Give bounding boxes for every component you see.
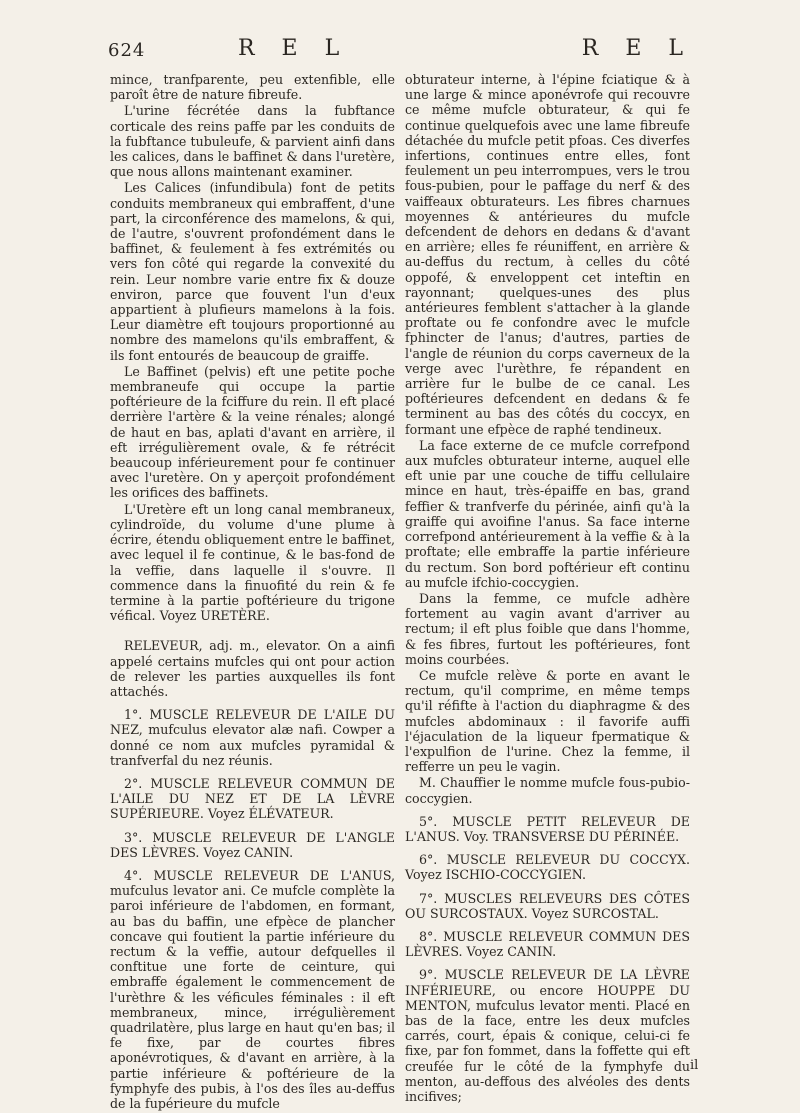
paragraph: La face externe de ce mufcle correfpond aux mufcles obturateur interne, auquel elle eft unie par une couche de tiffu cellulaire mince en haut, très-épaiffe en bas, grand feffier & tranfverfe du périnée, ainfi qu'à la graiffe qui avoifine l'anus. Sa face interne correfpond antérieurement à la veffie & à la proftate; elle embraffe la partie inférieure du rectum. Son bord poftérieur eft continu au mufcle ifchio-coccygien. (405, 437, 690, 590)
running-headword-left: R E L (238, 36, 350, 61)
paragraph: 2°. MUSCLE RELEVEUR COMMUN DE L'AILE DU NEZ ET DE LA LÈVRE SUPÉRIEURE. Voyez ÉLÉVATEUR. (110, 775, 395, 822)
right-column (405, 72, 690, 1105)
page-number: 624 (108, 40, 146, 61)
paragraph: 7°. MUSCLES RELEVEURS DES CÔTES OU SURCOSTAUX. Voyez SURCOSTAL. (405, 890, 690, 921)
paragraph: L'urine fécrétée dans la fubftance corticale des reins paffe par les conduits de la fubftance tubuleufe, & parvient ainfi dans les calices, dans le baffinet & dans l'uretère, que nous allons maintenant examiner. (110, 103, 395, 180)
page-header (108, 30, 693, 66)
paragraph: Les Calices (infundibula) font de petits conduits membraneux qui embraffent, d'une part, la circonférence des mamelons, & qui, de l'autre, s'ouvrent profondément dans le baffinet, & feulement à fes extrémités ou vers fon côté qui regarde la convexité du rein. Leur nombre varie entre fix & douze environ, parce que fouvent l'un d'eux appartient à plufieurs mamelons à la fois. Leur diamètre eft toujours proportionné au nombre des mamelons qu'ils embraffent, & ils font entourés de beaucoup de graiffe. (110, 180, 395, 363)
paragraph: 6°. MUSCLE RELEVEUR DU COCCYX. Voyez ISCHIO-COCCYGIEN. (405, 852, 690, 883)
catchword: il (690, 1058, 699, 1073)
running-headword-right: R E L (581, 36, 693, 61)
paragraph: 1°. MUSCLE RELEVEUR DE L'AILE DU NEZ, mufculus elevator alæ nafi. Cowper a donné ce nom aux mufcles pyramidal & tranfverfal du nez réunis. (110, 707, 395, 768)
paragraph: Le Baffinet (pelvis) eft une petite poche membraneufe qui occupe la partie poftérieure de la fciffure du rein. Il eft placé derrière l'artère & la veine rénales; alongé de haut en bas, aplati d'avant en arrière, il eft irrégulièrement ovale, & fe rétrécit beaucoup inférieurement pour fe continuer avec l'uretère. On y aperçoit profondément les orifices des baffinets. (110, 363, 395, 501)
paragraph: Ce mufcle relève & porte en avant le rectum, qu'il comprime, en même temps qu'il réfifte à l'action du diaphragme & des mufcles abdominaux : il favorife auffi l'éjaculation de la liqueur fpermatique & l'expulfion de l'urine. Chez la femme, il refferre un peu le vagin. (405, 667, 690, 775)
paragraph: L'Uretère eft un long canal membraneux, cylindroïde, du volume d'une plume à écrire, étendu obliquement entre le baffinet, avec lequel il fe continue, & le bas-fond de la veffie, dans laquelle il s'ouvre. Il commence dans la finuofité du rein & fe termine à la partie poftérieure du trigone véfical. Voyez URETÈRE. (110, 501, 395, 624)
paragraph: 5°. MUSCLE PETIT RELEVEUR DE L'ANUS. Voy. TRANSVERSE DU PÉRINÉE. (405, 813, 690, 844)
paragraph: 8°. MUSCLE RELEVEUR COMMUN DES LÈVRES. Voyez CANIN. (405, 928, 690, 960)
paragraph: 3°. MUSCLE RELEVEUR DE L'ANGLE DES LÈVRES. Voyez CANIN. (110, 829, 395, 860)
paragraph: Dans la femme, ce mufcle adhère fortement au vagin avant d'arriver au rectum; il eft plus foible que dans l'homme, & fes fibres, furtout les poftérieures, font moins courbées. (405, 590, 690, 667)
paragraph: mince, tranfparente, peu extenfible, elle paroît être de nature fibreufe. (110, 72, 395, 103)
paragraph: 9°. MUSCLE RELEVEUR DE LA LÈVRE INFÉRIEURE, ou encore HOUPPE DU MENTON, mufculus levator menti. Placé en bas de la face, entre les deux mufcles carrés, court, épais & conique, celui-ci fe fixe, par fon fommet, dans la foffette qui eft creufée fur le côté de la fymphyfe du menton, au-deffous des alvéoles des dents incifives; (405, 967, 690, 1104)
left-column (110, 72, 395, 1112)
paragraph: M. Chauffier le nomme mufcle fous-pubio-coccygien. (405, 775, 690, 806)
paragraph: 4°. MUSCLE RELEVEUR DE L'ANUS, mufculus levator ani. Ce mufcle complète la paroi inférieure de l'abdomen, en formant, au bas du baffin, une efpèce de plancher concave qui foutient la partie inférieure du rectum & la veffie, autour defquelles il conftitue une forte de ceinture, qui embraffe également le commencement de l'urèthre & les véficules féminales : il eft membraneux, mince, irrégulièrement quadrilatère, plus large en haut qu'en bas; il fe fixe, par de courtes fibres aponévrotiques, & d'avant en arrière, à la partie inférieure & poftérieure de la fymphyfe des pubis, à l'os des îles au-deffus de la fupérieure du mufcle (110, 867, 395, 1111)
paragraph: obturateur interne, à l'épine fciatique & à une large & mince aponévrofe qui recouvre ce même mufcle obturateur, & qui fe continue quelquefois avec une lame fibreufe détachée du mufcle petit pfoas. Ces diverfes infertions, continues entre elles, font feulement un peu interrompues, vers le trou fous-pubien, pour le paffage du nerf & des vaiffeaux obturateurs. Les fibres charnues moyennes & antérieures du mufcle defcendent de dehors en dedans & d'avant en arrière; elles fe réuniffent, en arrière & au-deffus du rectum, à celles du côté oppofé, & enveloppent cet inteftin en rayonnant; quelques-unes des plus antérieures femblent s'attacher à la glande proftate ou fe confondre avec le mufcle fphincter de l'anus; d'autres, parties de l'angle de réunion du corps caverneux de la verge avec l'urèthre, fe répandent en arrière fur le bulbe de ce canal. Les poftérieures defcendent en dedans & fe terminent au bas des côtés du coccyx, en formant une efpèce de raphé tendineux. (405, 72, 690, 437)
paragraph: RELEVEUR, adj. m., elevator. On a ainfi appelé certains mufcles qui ont pour action de relever les parties auxquelles ils font attachés. (110, 638, 395, 699)
